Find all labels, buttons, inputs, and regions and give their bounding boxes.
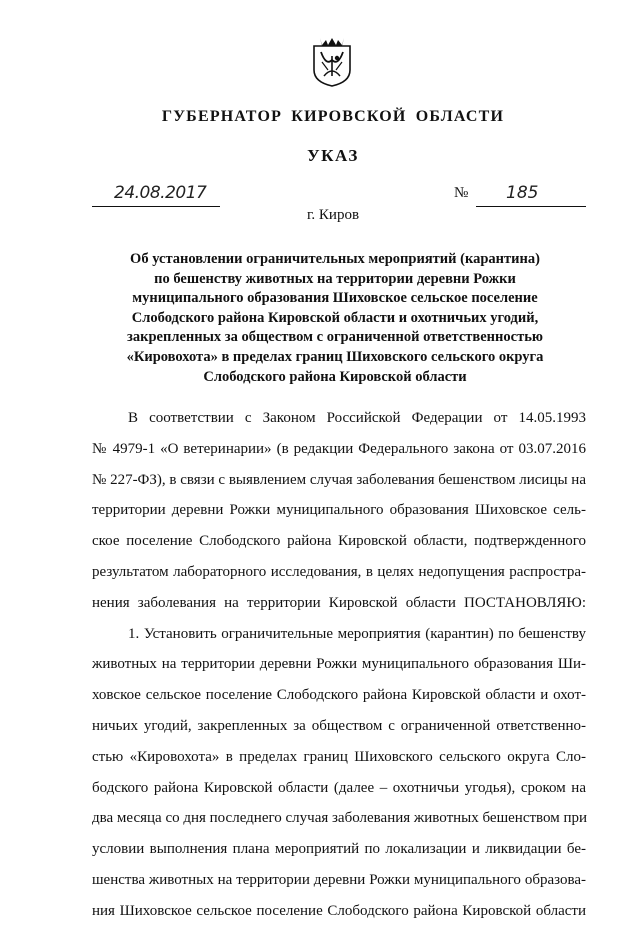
body-line: шенства животных на территории деревни Рожки муниципального образова- bbox=[92, 871, 586, 888]
body-line: № 227-ФЗ), в связи с выявлением случая заболевания бешенством лисицы на bbox=[92, 471, 586, 488]
body-line: В соответствии с Законом Российской Федерации от 14.05.1993 bbox=[128, 410, 586, 426]
body-line: № 4979-1 «О ветеринарии» (в редакции Федерального закона от 03.07.2016 bbox=[92, 440, 586, 457]
document-type-heading: УКАЗ bbox=[307, 146, 359, 165]
title-line: Слободского района Кировской области и охотничьих угодий, bbox=[131, 309, 539, 326]
body-line: два месяца со дня последнего случая заболевания животных бешенством при bbox=[92, 810, 588, 827]
decree-title bbox=[110, 250, 560, 387]
handwritten-date: 24.08.2017 bbox=[114, 183, 207, 203]
body-line: территории деревни Рожки муниципального образования Шиховское сель- bbox=[92, 502, 586, 519]
body-line: животных на территории деревни Рожки муниципального образования Ши- bbox=[92, 656, 586, 673]
body-line: стью «Кировохота» в пределах границ Шиховского сельского округа Сло- bbox=[92, 748, 586, 765]
title-line: «Кировохота» в пределах границ Шиховского сельского округа bbox=[126, 348, 544, 365]
decree-body bbox=[92, 403, 586, 927]
date-field bbox=[92, 182, 220, 207]
title-line: по бешенству животных на территории деревни Рожки bbox=[154, 270, 516, 287]
title-line: Слободского района Кировской области bbox=[203, 368, 467, 385]
title-line: муниципального образования Шиховское сельское поселение bbox=[132, 290, 538, 307]
body-line: результатом лабораторного исследования, в целях недопущения распростра- bbox=[92, 563, 586, 580]
body-line: 1. Установить ограничительные мероприятия (карантин) по бешенству bbox=[128, 625, 586, 642]
issuing-authority: ГУБЕРНАТОР КИРОВСКОЙ ОБЛАСТИ bbox=[161, 108, 505, 125]
body-line: условии выполнения плана мероприятий по локализации и ликвидации бе- bbox=[92, 841, 586, 858]
coat-of-arms-emblem bbox=[312, 36, 352, 88]
number-field bbox=[476, 182, 586, 207]
title-line: Об установлении ограничительных мероприятий (карантина) bbox=[130, 251, 540, 267]
body-line: ничьих угодий, закрепленных за обществом с ограниченной ответственно- bbox=[92, 717, 586, 734]
title-line: закрепленных за обществом с ограниченной ответственностью bbox=[127, 329, 543, 346]
body-line: ния Шиховское сельское поселение Слободского района Кировской области bbox=[92, 902, 586, 919]
body-line: нения заболевания на территории Кировской области ПОСТАНОВЛЯЮ: bbox=[92, 594, 586, 611]
handwritten-number: 185 bbox=[506, 183, 539, 203]
body-line: ское поселение Слободского района Кировской области, подтвержденного bbox=[92, 533, 586, 550]
city-label: г. Киров bbox=[306, 207, 360, 223]
number-sign-label: № bbox=[454, 185, 469, 201]
body-line: ховское сельское поселение Слободского района Кировской области и охот- bbox=[92, 687, 586, 704]
body-line: бодского района Кировской области (далее – охотничьи угодья), сроком на bbox=[92, 779, 586, 796]
